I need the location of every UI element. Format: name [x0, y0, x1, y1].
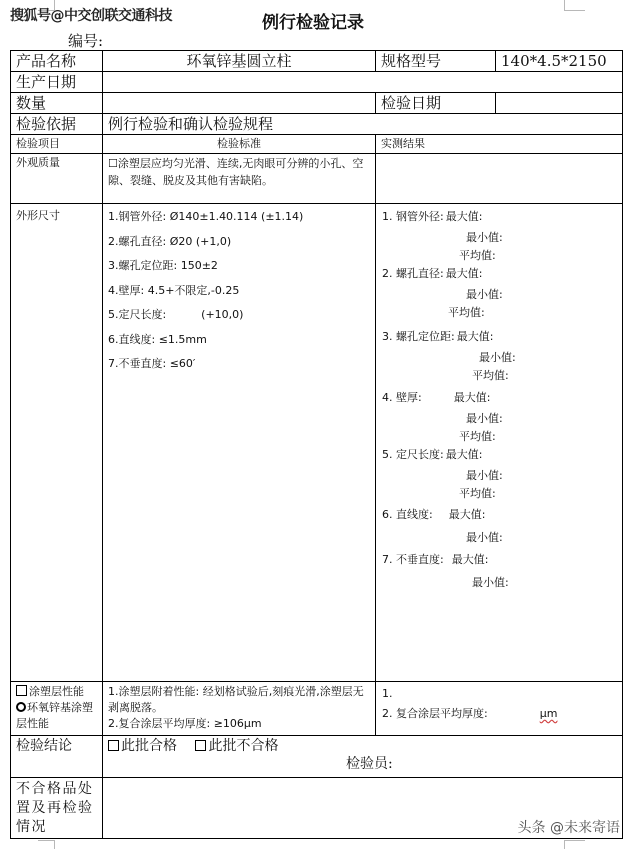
nonconforming-label: 不合格品处置及再检验情况	[11, 778, 103, 839]
production-date-value[interactable]	[103, 72, 623, 93]
row-production-date	[11, 72, 623, 93]
checkbox-icon[interactable]	[16, 685, 27, 696]
coating-standard: 1.涂塑层附着性能: 经划格试验后,刻痕光滑,涂塑层无剥离脱落。 2.复合涂层平均厚度: ≥106μm	[103, 682, 376, 736]
row-product-name	[11, 51, 623, 72]
basis-value[interactable]: 例行检验和确认检验规程	[103, 114, 623, 135]
result-line: 最小值:	[466, 469, 503, 482]
row-basis	[11, 114, 623, 135]
basis-label: 检验依据	[11, 114, 103, 135]
result-line: 最小值:	[466, 531, 503, 544]
result-line: 最小值:	[472, 576, 509, 589]
row-appearance	[11, 154, 623, 204]
production-date-label: 生产日期	[11, 72, 103, 93]
unit-micrometer: μm	[539, 707, 558, 720]
row-quantity	[11, 93, 623, 114]
standard-line: 7.不垂直度: ≤60′	[108, 357, 196, 370]
pass-option[interactable]: 此批合格	[108, 738, 177, 754]
result-line: 平均值:	[448, 306, 485, 319]
quantity-value[interactable]	[103, 93, 376, 114]
result-line: 最小值:	[466, 412, 503, 425]
row-dimensions	[11, 204, 623, 682]
result-line: 3. 螺孔定位距: 最大值:	[382, 330, 494, 343]
row-column-headers	[11, 135, 623, 154]
product-name-label: 产品名称	[11, 51, 103, 72]
coating-option-1[interactable]: 涂塑层性能	[16, 684, 97, 700]
column-header-standard: 检验标准	[103, 135, 376, 154]
result-line: 4. 壁厚: 最大值:	[382, 391, 491, 404]
inspection-date-value[interactable]	[496, 93, 623, 114]
quantity-label: 数量	[11, 93, 103, 114]
standard-line: 5.定尺长度: (+10,0)	[108, 308, 244, 321]
appearance-result[interactable]	[376, 154, 623, 204]
dimensions-results[interactable]	[376, 204, 623, 682]
column-header-item: 检验项目	[11, 135, 103, 154]
standard-line: 1.钢管外径: Ø140±1.40.114 (±1.14)	[108, 210, 304, 223]
source-watermark: 搜狐号@中交创联交通科技	[10, 8, 172, 24]
coating-result[interactable]: 1. 2. 复合涂层平均厚度: μm	[376, 682, 623, 736]
inspector-label: 检验员:	[346, 756, 393, 772]
platform-watermark: 头条 @未来寄语	[517, 820, 620, 836]
spec-value[interactable]: 140*4.5*2150	[496, 51, 623, 72]
inspection-date-label: 检验日期	[376, 93, 496, 114]
column-header-result: 实测结果	[376, 135, 623, 154]
result-line: 最小值:	[466, 231, 503, 244]
document-title: 例行检验记录	[262, 13, 364, 33]
row-coating	[11, 682, 623, 736]
serial-number-label: 编号:	[68, 32, 104, 50]
result-line: 6. 直线度: 最大值:	[382, 508, 486, 521]
standard-line: 2.螺孔直径: Ø20 (+1,0)	[108, 234, 232, 248]
row-conclusion	[11, 736, 623, 778]
checkbox-icon[interactable]	[108, 740, 119, 751]
standard-line: 3.螺孔定位距: 150±2	[108, 259, 218, 272]
result-line: 平均值:	[459, 430, 496, 443]
result-line: 最小值:	[479, 351, 516, 364]
standard-line: 6.直线度: ≤1.5mm	[108, 332, 207, 346]
result-line: 最小值:	[466, 288, 503, 301]
inspection-record-table	[10, 50, 623, 839]
checkbox-icon[interactable]	[195, 740, 206, 751]
conclusion-value	[103, 736, 623, 778]
result-line: 平均值:	[472, 369, 509, 382]
result-line: 2. 螺孔直径: 最大值:	[382, 267, 483, 280]
coating-option-2[interactable]: 环氧锌基涂塑层性能	[16, 701, 93, 730]
dimensions-item: 外形尺寸	[11, 204, 103, 682]
dimensions-standards	[103, 204, 376, 682]
result-line: 5. 定尺长度: 最大值:	[382, 448, 483, 461]
result-line: 平均值:	[459, 249, 496, 262]
fail-option[interactable]: 此批不合格	[195, 738, 278, 754]
product-name-value[interactable]: 环氧锌基圆立柱	[103, 51, 376, 72]
appearance-item: 外观质量	[11, 154, 103, 204]
coating-item	[11, 682, 103, 736]
standard-line: 4.壁厚: 4.5+不限定,-0.25	[108, 283, 240, 297]
radio-selected-icon[interactable]	[16, 702, 26, 712]
spec-label: 规格型号	[376, 51, 496, 72]
result-line: 1. 钢管外径: 最大值:	[382, 210, 483, 223]
appearance-standard: ☐涂塑层应均匀光滑、连续,无肉眼可分辨的小孔、空隙、裂缝、脱皮及其他有害缺陷。	[103, 154, 376, 204]
result-line: 平均值:	[459, 487, 496, 500]
page-corner-mark	[564, 0, 585, 11]
conclusion-label: 检验结论	[11, 736, 103, 778]
result-line: 7. 不垂直度: 最大值:	[382, 553, 489, 566]
